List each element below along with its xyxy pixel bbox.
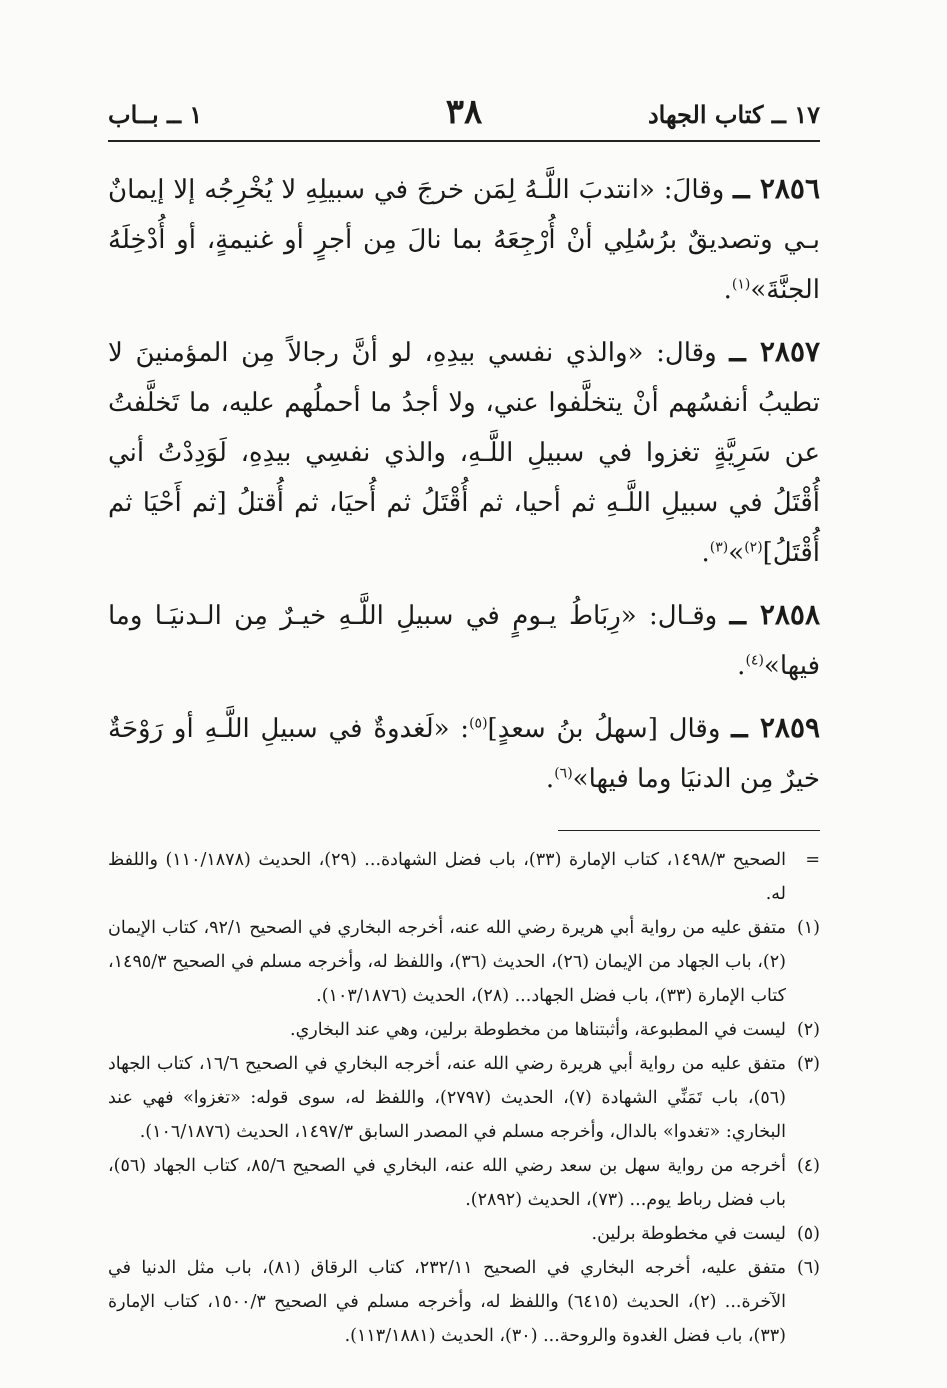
hadith-end-mark: . [701,538,710,568]
footnote-mark: (٥) [796,1224,820,1244]
footnote-mark: (٦) [796,1258,820,1278]
hadith-paragraph [108,590,820,691]
footnote-ref: (٤) [745,652,764,669]
running-header [108,92,820,142]
footnote-text: متفق عليه من رواية أبي هريرة رضي الله عنه، أخرجه البخاري في الصحيح ٩٢/١، كتاب الإيمان (٢)، باب الجهاد من الإيمان (٢٦)، الحديث (٣٦)، واللفظ له، وأخرجه مسلم في الصحيح ١٤٩٥/٣، كتاب الإمارة (٣٣)، باب فضل الجهاد... (٢٨)، الحديث (١٠٣/١٨٧٦). [108,918,786,1006]
footnotes [108,843,820,1353]
hadith-end-mark: . [723,275,732,305]
hadith-paragraph [108,164,820,315]
hadith-end-mark: . [545,764,555,794]
footnote [108,1047,820,1149]
footnote-text: متفق عليه، أخرجه البخاري في الصحيح ٢٣٢/١١، كتاب الرقاق (٨١)، باب مثل الدنيا في الآخرة... (٢)، الحديث (٦٤١٥) واللفظ له، وأخرجه مسلم في الصحيح ١٥٠٠/٣، كتاب الإمارة (٣٣)، باب فضل الغدوة والروحة... (٣٠)، الحديث (١١٣/١٨٨١). [108,1258,786,1346]
footnote-ref: (٣) [709,539,729,556]
footnote-divider [558,830,820,831]
footnote-text: أخرجه من رواية سهل بن سعد رضي الله عنه، البخاري في الصحيح ٨٥/٦، كتاب الجهاد (٥٦)، باب فضل رباط يوم... (٧٣)، الحديث (٢٨٩٢). [108,1156,787,1210]
page-number: ٣٨ [445,92,483,132]
footnote-mark: (٤) [796,1156,820,1176]
hadith-paragraph [108,327,820,578]
hadith-number: ٢٨٥٦ ــ [733,172,820,205]
footnote [108,1149,820,1217]
hadith-end-mark: . [737,651,746,681]
footnote [108,1217,820,1251]
header-section-title: ١٧ ــ كتاب الجهاد [647,100,820,129]
footnote [108,1251,820,1353]
footnote-mark: (٣) [796,1054,820,1074]
page [108,92,820,1353]
footnote-ref: (٥) [469,715,488,732]
footnote-ref: (٦) [554,765,573,782]
hadith-text: وقال: «والذي نفسي بيدِهِ، لو أنَّ رجالاً مِن المؤمنينَ لا تطيبُ أنفسُهم أنْ يتخلَّفوا عني، ولا أجدُ ما أحملُهم عليه، ما تَخلَّفتُ عن سَرِيَّةٍ تغزوا في سبيلِ اللَّـهِ، والذي نفسِي بيدِهِ، لَوَدِدْتُ أني أُقْتَلُ في سبيلِ اللَّـهِ ثم أحيا، ثم أُقْتَلُ ثم أُحيَا، ثم أُقتلُ [ثم أَحْيَا ثم أُقْتَلُ] [108,338,820,568]
hadith-number: ٢٨٥٧ ــ [729,335,821,368]
hadith-text: وقـال: «رِبَاطُ يـومٍ في سبيلِ اللَّـهِ خيـرٌ مِن الـدنيَـا وما فيها» [108,601,820,681]
quote-close: » [728,538,745,568]
footnote-text: ليست في مخطوطة برلين. [591,1224,786,1244]
footnote [108,1013,820,1047]
footnote-text: متفق عليه من رواية أبي هريرة رضي الله عنه، أخرجه البخاري في الصحيح ١٦/٦، كتاب الجهاد (٥٦)، باب تَمَنِّي الشهادة (٧)، الحديث (٢٧٩٧)، واللفظ له، سوى قوله: «تغزوا» فهي عند البخاري: «تغدوا» بالدال، وأخرجه مسلم في المصدر السابق ١٤٩٧/٣، الحديث (١٠٦/١٨٧٦). [108,1054,787,1142]
hadith-number: ٢٨٥٩ ــ [731,711,821,744]
footnote-ref: (١) [731,276,751,293]
footnote-mark: (٢) [796,1020,820,1040]
header-chapter-title: ١ ــ بــاب [108,100,203,129]
hadith-paragraph [108,703,820,804]
footnote-text: الصحيح ١٤٩٨/٣، كتاب الإمارة (٣٣)، باب فضل الشهادة... (٢٩)، الحديث (١١٠/١٨٧٨) واللفظ له. [108,850,786,904]
hadith-text: وقال [سهلُ بنُ سعدٍ] [487,714,721,744]
footnote-mark: = [805,850,820,870]
footnote [108,911,820,1013]
hadith-number: ٢٨٥٨ ــ [729,598,820,631]
footnote [108,843,820,911]
footnote-ref: (٢) [744,539,763,556]
hadith-text: وقالَ: «انتدبَ اللَّـهُ لِمَن خرجَ في سبيلِهِ لا يُخْرِجُه إلا إيمانٌ بـي وتصديقٌ برُسُلِي أنْ أُرْجِعَهُ بما نالَ مِن أجرٍ أو غنيمةٍ، أو أُدْخِلَهُ الجنَّةَ» [108,175,820,305]
footnote-text: ليست في المطبوعة، وأثبتناها من مخطوطة برلين، وهي عند البخاري. [290,1020,786,1040]
hadith-text-continued: : «لَغدوةٌ في سبيلِ اللَّـهِ أو رَوْحَةٌ خيرٌ مِن الدنيَا وما فيها» [108,714,820,794]
footnote-mark: (١) [796,918,820,938]
